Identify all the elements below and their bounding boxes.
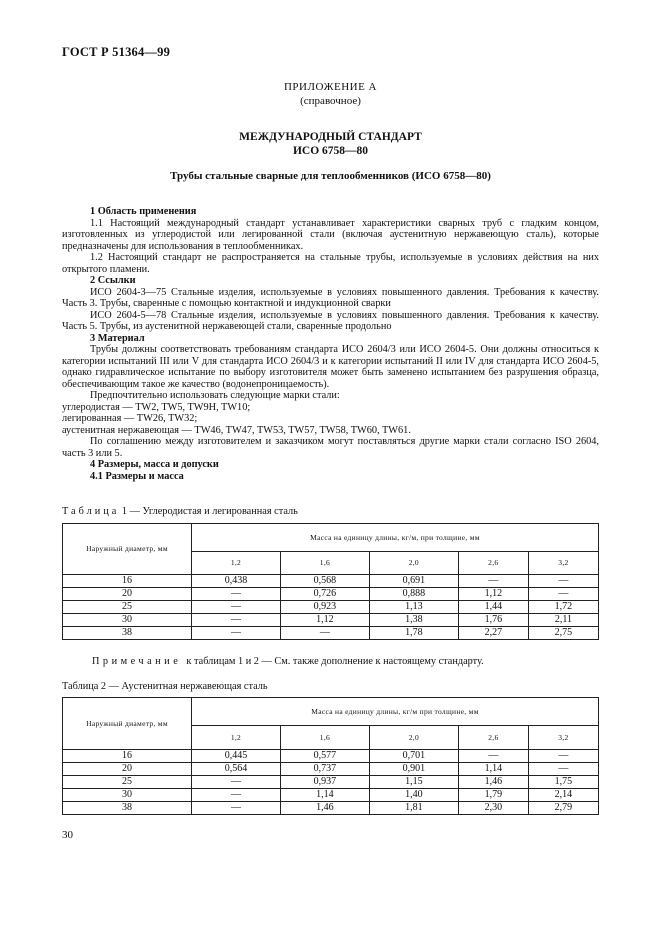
mass-cell: 0,577 xyxy=(280,750,369,763)
table2-caption-word: Таблица xyxy=(62,681,99,692)
mass-cell: 1,72 xyxy=(528,601,598,614)
mass-cell: 1,15 xyxy=(369,776,458,789)
mass-cell: 2,79 xyxy=(528,802,598,815)
mass-cell: 2,27 xyxy=(458,627,528,640)
mass-cell: 0,888 xyxy=(369,588,458,601)
table1-caption-text: 1 — Углеродистая и легированная сталь xyxy=(121,506,298,517)
diameter-cell: 25 xyxy=(63,601,192,614)
mass-cell: 1,78 xyxy=(369,627,458,640)
table-row xyxy=(63,614,599,627)
paragraph: Трубы должны соответствовать требованиям стандарта ИСО 2604/3 или ИСО 2604-5. Они должны относиться к категории испытаний III или V для стандарта ИСО 2604/3 и к категории испытаний II или IV для стандарта ИСО 2604-5, однако гидравлическое испытание по выбору изготовителя может быть заменено испытанием без разрушения образца, обеспечивающим такое же качество (водонепроницаемость). xyxy=(62,344,599,390)
table2-caption-text: 2 — Аустенитная нержавеющая сталь xyxy=(100,681,268,692)
diameter-cell: 30 xyxy=(63,614,192,627)
mass-cell: — xyxy=(192,627,281,640)
note-word: Примечание xyxy=(92,656,182,667)
table2-thickness-header: 2,0 xyxy=(369,726,458,750)
standard-number: ИСО 6758—80 xyxy=(292,145,369,157)
body-text xyxy=(62,206,599,482)
mass-cell: — xyxy=(192,601,281,614)
table-row xyxy=(63,627,599,640)
paragraph: Предпочтительно использовать следующие марки стали: xyxy=(90,390,340,401)
mass-cell: 1,14 xyxy=(458,763,528,776)
table-note xyxy=(92,656,484,667)
standard-title: МЕЖДУНАРОДНЫЙ СТАНДАРТ xyxy=(239,131,422,143)
section-heading: 1 Область применения xyxy=(90,206,197,217)
table1-thickness-header: 1,6 xyxy=(280,552,369,575)
table-row xyxy=(63,750,599,763)
mass-cell: — xyxy=(528,575,598,588)
mass-cell: — xyxy=(192,789,281,802)
mass-cell: — xyxy=(528,763,598,776)
mass-cell: 1,12 xyxy=(458,588,528,601)
paragraph: ИСО 2604-3—75 Стальные изделия, используемые в условиях повышенного давления. Требования к качеству. Часть 3. Трубы, сваренные с помощью контактной и индукционной сварки xyxy=(62,286,599,309)
mass-cell: 0,438 xyxy=(192,575,281,588)
mass-cell: 1,38 xyxy=(369,614,458,627)
mass-cell: 1,81 xyxy=(369,802,458,815)
mass-cell: 2,75 xyxy=(528,627,598,640)
mass-cell: 1,76 xyxy=(458,614,528,627)
document-title: Трубы стальные сварные для теплообменников (ИСО 6758—80) xyxy=(170,170,491,182)
mass-cell: 0,568 xyxy=(280,575,369,588)
table2-thickness-header: 3,2 xyxy=(528,726,598,750)
document-header: ГОСТ Р 51364—99 xyxy=(62,45,171,59)
mass-cell: — xyxy=(528,588,598,601)
mass-cell: 0,564 xyxy=(192,763,281,776)
mass-cell: 1,46 xyxy=(280,802,369,815)
list-item: легированная — TW26, TW32; xyxy=(62,413,198,424)
table-row xyxy=(63,601,599,614)
mass-cell: 0,901 xyxy=(369,763,458,776)
mass-cell: 2,11 xyxy=(528,614,598,627)
mass-cell: 1,46 xyxy=(458,776,528,789)
section-heading: 3 Материал xyxy=(90,332,145,344)
diameter-cell: 16 xyxy=(63,750,192,763)
diameter-cell: 20 xyxy=(63,588,192,601)
table2-thickness-header: 1,2 xyxy=(192,726,281,750)
table1-thickness-header: 2,6 xyxy=(458,552,528,575)
note-text: к таблицам 1 и 2 — См. также дополнение к настоящему стандарту. xyxy=(186,656,484,667)
mass-cell: 0,726 xyxy=(280,588,369,601)
mass-cell: 1,13 xyxy=(369,601,458,614)
table2-thickness-header: 1,6 xyxy=(280,726,369,750)
table1-col-diameter: Наружный диаметр, мм xyxy=(63,524,192,575)
page-number: 30 xyxy=(62,829,73,841)
table2 xyxy=(62,697,599,815)
mass-cell: — xyxy=(192,588,281,601)
mass-cell: 1,40 xyxy=(369,789,458,802)
table1-col-mass: Масса на единицу длины, кг/м, при толщине, мм xyxy=(192,524,599,552)
table2-col-mass: Масса на единицу длины, кг/м при толщине, мм xyxy=(192,698,599,726)
section-heading: 2 Ссылки xyxy=(90,275,136,286)
table2-col-diameter: Наружный диаметр, мм xyxy=(63,698,192,750)
mass-cell: — xyxy=(192,802,281,815)
table-row xyxy=(63,763,599,776)
mass-cell: 1,12 xyxy=(280,614,369,627)
table-row xyxy=(63,588,599,601)
mass-cell: — xyxy=(280,627,369,640)
mass-cell: 0,923 xyxy=(280,601,369,614)
mass-cell: 1,79 xyxy=(458,789,528,802)
mass-cell: — xyxy=(458,575,528,588)
table1-thickness-header: 2,0 xyxy=(369,552,458,575)
mass-cell: 2,30 xyxy=(458,802,528,815)
appendix-note: (справочное) xyxy=(300,95,361,107)
table1-caption xyxy=(62,506,298,517)
appendix-title: ПРИЛОЖЕНИЕ А xyxy=(283,81,377,93)
mass-cell: — xyxy=(192,614,281,627)
mass-cell: 1,14 xyxy=(280,789,369,802)
subsection-heading: 4.1 Размеры и масса xyxy=(90,470,184,482)
mass-cell: 0,737 xyxy=(280,763,369,776)
mass-cell: — xyxy=(192,776,281,789)
diameter-cell: 38 xyxy=(63,627,192,640)
table2-caption xyxy=(62,681,268,692)
mass-cell: 0,445 xyxy=(192,750,281,763)
mass-cell: — xyxy=(528,750,598,763)
paragraph: ИСО 2604-5—78 Стальные изделия, используемые в условиях повышенного давления. Требования к качеству. Часть 5. Трубы, из аустенитной нержавеющей стали, сваренные продольно xyxy=(62,309,599,332)
table1 xyxy=(62,523,599,640)
table-row xyxy=(63,802,599,815)
list-item: углеродистая — TW2, TW5, TW9H, TW10; xyxy=(62,401,251,413)
table-row xyxy=(63,789,599,802)
list-item: аустенитная нержавеющая — TW46, TW47, TW53, TW57, TW58, TW60, TW61. xyxy=(62,424,411,436)
mass-cell: 1,44 xyxy=(458,601,528,614)
mass-cell: 1,75 xyxy=(528,776,598,789)
table1-thickness-header: 3,2 xyxy=(528,552,598,575)
mass-cell: — xyxy=(458,750,528,763)
mass-cell: 0,691 xyxy=(369,575,458,588)
paragraph: По соглашению между изготовителем и заказчиком могут поставляться другие марки стали согласно ISO 2604, часть 3 или 5. xyxy=(62,436,599,459)
diameter-cell: 16 xyxy=(63,575,192,588)
diameter-cell: 30 xyxy=(63,789,192,802)
table-row xyxy=(63,776,599,789)
paragraph: 1.1 Настоящий международный стандарт устанавливает характеристики сварных труб с гладким концом, изготовленных из углеродистой или легированной стали (включая аустенитную нержавеющую сталь), которые предназначены для использования в теплообменниках. xyxy=(62,217,599,252)
diameter-cell: 25 xyxy=(63,776,192,789)
paragraph: 1.2 Настоящий стандарт не распространяется на стальные трубы, используемые в условиях действия на них открытого пламени. xyxy=(62,252,599,275)
diameter-cell: 38 xyxy=(63,802,192,815)
mass-cell: 0,701 xyxy=(369,750,458,763)
mass-cell: 2,14 xyxy=(528,789,598,802)
table2-thickness-header: 2,6 xyxy=(458,726,528,750)
mass-cell: 0,937 xyxy=(280,776,369,789)
section-heading: 4 Размеры, масса и допуски xyxy=(90,459,219,470)
diameter-cell: 20 xyxy=(63,763,192,776)
table1-caption-word: Таблица xyxy=(62,506,120,517)
table1-thickness-header: 1,2 xyxy=(192,552,281,575)
table-row xyxy=(63,575,599,588)
